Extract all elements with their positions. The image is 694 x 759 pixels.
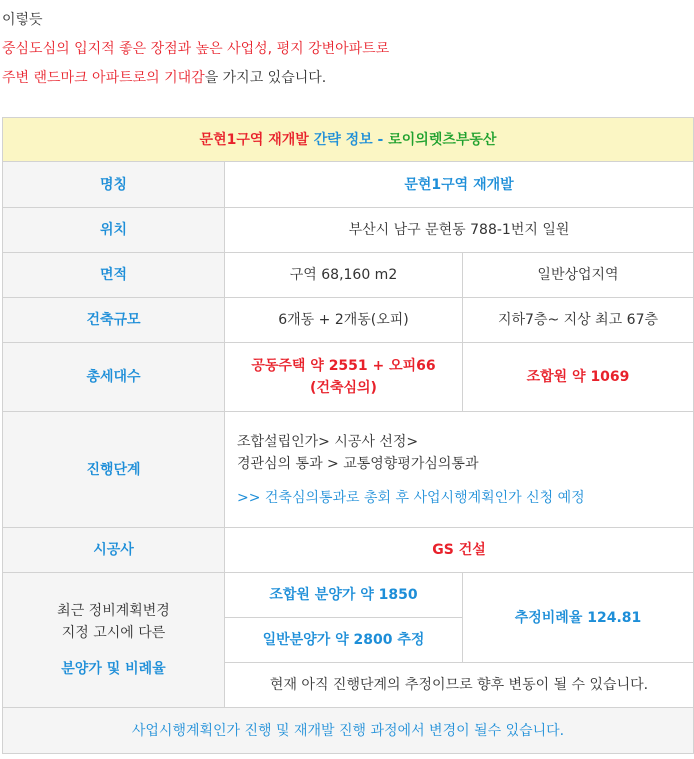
table-header-row [3, 118, 694, 162]
table-row-member-price [3, 573, 694, 618]
price-ratio-label-line1: 최근 정비계획변경 [57, 603, 170, 619]
price-ratio-label-line2: 지정 고시에 다른 [61, 625, 166, 641]
label-area: 면적 [3, 253, 225, 298]
label-price-ratio [3, 573, 225, 708]
intro-line-3-highlight: 주변 랜드마크 아파트로의 기대감 [2, 70, 205, 86]
intro-line-3-rest: 을 가지고 있습니다. [204, 70, 327, 86]
intro-line-3 [2, 64, 692, 93]
label-builder: 시공사 [3, 528, 225, 573]
table-footer-note: 사업시행계획인가 진행 및 재개발 진행 과정에서 변경이 될수 있습니다. [3, 708, 694, 754]
table-row-households [3, 343, 694, 412]
table-row-area [3, 253, 694, 298]
intro-line-1: 이렇듯 [2, 12, 43, 28]
value-location: 부산시 남구 문현동 788-1번지 일원 [225, 208, 694, 253]
title-blog-name: 로이의렛츠부동산 [388, 131, 497, 148]
intro-text [2, 6, 692, 93]
table-row-location [3, 208, 694, 253]
title-middle: 간략 정보 - [308, 131, 389, 148]
households-total-line2: (건축심의) [310, 380, 377, 396]
value-name: 문현1구역 재개발 [225, 162, 694, 208]
stage-line-3: >> 건축심의통과로 총회 후 사업시행계획인가 신청 예정 [237, 489, 585, 506]
label-location: 위치 [3, 208, 225, 253]
table-footer-row [3, 708, 694, 754]
table-row-builder [3, 528, 694, 573]
value-price-note: 현재 아직 진행단계의 추정이므로 향후 변동이 될 수 있습니다. [225, 663, 694, 708]
stage-line-1: 조합설립인가> 시공사 선정> [237, 433, 419, 450]
label-households: 총세대수 [3, 343, 225, 412]
value-stage [225, 412, 694, 528]
intro-line-2: 중심도심의 입지적 좋은 장점과 높은 사업성, 평지 강변아파트로 [2, 41, 390, 57]
label-scale: 건축규모 [3, 298, 225, 343]
price-ratio-label-line3: 분양가 및 비례율 [61, 661, 166, 677]
value-households-total [225, 343, 463, 412]
value-ratio: 추정비례율 124.81 [463, 573, 694, 663]
table-title [3, 118, 694, 162]
households-total-line1: 공동주택 약 2551 + 오피66 [251, 358, 436, 374]
value-general-price: 일반분양가 약 2800 추정 [225, 618, 463, 663]
label-stage: 진행단계 [3, 412, 225, 528]
table-row-name [3, 162, 694, 208]
value-scale-floors: 지하7층~ 지상 최고 67층 [463, 298, 694, 343]
value-area-size: 구역 68,160 m2 [225, 253, 463, 298]
table-row-scale [3, 298, 694, 343]
stage-line-2: 경관심의 통과 > 교통영향평가심의통과 [237, 455, 479, 472]
value-member-price: 조합원 분양가 약 1850 [225, 573, 463, 618]
value-area-zoning: 일반상업지역 [463, 253, 694, 298]
value-builder: GS 건설 [225, 528, 694, 573]
label-name: 명칭 [3, 162, 225, 208]
table-row-stage [3, 412, 694, 528]
redevelopment-info-table [2, 117, 694, 754]
title-project-name: 문현1구역 재개발 [199, 131, 309, 148]
value-households-members: 조합원 약 1069 [463, 343, 694, 412]
value-scale-buildings: 6개동 + 2개동(오피) [225, 298, 463, 343]
